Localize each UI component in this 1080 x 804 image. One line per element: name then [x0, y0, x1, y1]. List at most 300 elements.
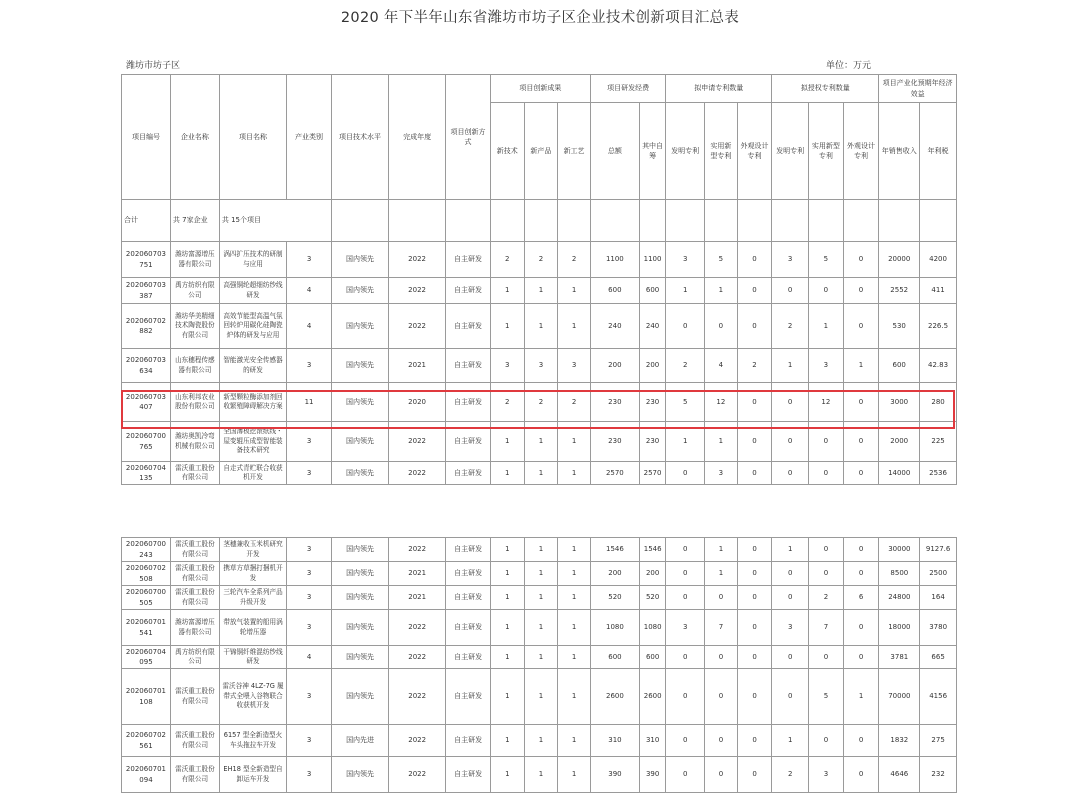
- innovation-method: 自主研发: [446, 610, 491, 646]
- project-id: 202060701541: [122, 610, 171, 646]
- grant-invention: 0: [772, 646, 809, 669]
- project-id: 202060702882: [122, 304, 171, 349]
- tech-level: 国内领先: [331, 304, 388, 349]
- new-product-count: 1: [524, 422, 558, 462]
- annual-sales: 18000: [879, 610, 920, 646]
- header-grant-utility: 实用新型专利: [809, 103, 844, 200]
- apply-design: 0: [737, 462, 772, 485]
- funds-total: 600: [590, 278, 639, 304]
- tech-level: 国内领先: [331, 349, 388, 383]
- grant-utility: 0: [809, 562, 844, 586]
- new-product-count: 2: [524, 242, 558, 278]
- annual-sales: 20000: [879, 242, 920, 278]
- new-product-count: 1: [524, 646, 558, 669]
- apply-utility: 1: [705, 422, 738, 462]
- annual-sales: 8500: [879, 562, 920, 586]
- apply-invention: 3: [666, 242, 705, 278]
- new-tech-count: 1: [491, 757, 525, 793]
- header-method: 项目创新方式: [446, 75, 491, 200]
- funds-self: 240: [639, 304, 666, 349]
- project-id: 202060700505: [122, 586, 171, 610]
- grant-invention: 0: [772, 278, 809, 304]
- tech-level: 国内领先: [332, 646, 389, 669]
- new-tech-count: 2: [490, 383, 524, 422]
- innovation-method: 自主研发: [446, 278, 491, 304]
- summary-table-part-1: [121, 74, 957, 485]
- completion-year: 2022: [389, 757, 446, 793]
- company-name: 禹方纺织有限公司: [170, 278, 219, 304]
- header-apply: 拟申请专利数量: [666, 75, 772, 103]
- new-tech-count: 1: [491, 646, 525, 669]
- apply-invention: 1: [666, 422, 705, 462]
- completion-year: 2022: [389, 278, 446, 304]
- header-tech: 项目技术水平: [331, 75, 388, 200]
- annual-sales: 1832: [879, 725, 920, 757]
- apply-design: 0: [737, 383, 772, 422]
- apply-invention: 1: [666, 278, 705, 304]
- new-product-count: 1: [524, 669, 558, 725]
- industry-category: 3: [287, 562, 332, 586]
- grant-invention: 1: [772, 538, 809, 562]
- project-id: 202060702561: [122, 725, 171, 757]
- funds-total: 1080: [590, 610, 639, 646]
- apply-utility: 4: [705, 349, 738, 383]
- funds-self: 310: [639, 725, 666, 757]
- header-industry: 产业类别: [287, 75, 332, 200]
- funds-total: 200: [590, 562, 639, 586]
- funds-self: 600: [639, 278, 666, 304]
- industry-category: 4: [287, 304, 332, 349]
- apply-invention: 0: [666, 562, 705, 586]
- total-companies: 共 7家企业: [170, 200, 219, 242]
- grant-invention: 1: [772, 725, 809, 757]
- innovation-method: 自主研发: [446, 757, 491, 793]
- annual-tax: 232: [920, 757, 957, 793]
- tech-level: 国内领先: [332, 538, 389, 562]
- apply-invention: 0: [666, 538, 705, 562]
- project-name: 自走式青贮联合收获机开发: [219, 462, 286, 485]
- apply-design: 0: [737, 304, 772, 349]
- project-id: 202060703387: [122, 278, 171, 304]
- grant-invention: 3: [772, 610, 809, 646]
- industry-category: 4: [287, 646, 332, 669]
- annual-tax: 411: [920, 278, 957, 304]
- header-grant: 拟授权专利数量: [772, 75, 879, 103]
- new-tech-count: 1: [491, 538, 525, 562]
- new-tech-count: 1: [491, 725, 525, 757]
- funds-total: 520: [590, 586, 639, 610]
- new-product-count: 1: [524, 304, 558, 349]
- apply-invention: 0: [666, 304, 705, 349]
- new-tech-count: 1: [490, 278, 524, 304]
- new-product-count: 1: [524, 462, 558, 485]
- grant-invention: 2: [772, 757, 809, 793]
- funds-total: 230: [590, 383, 639, 422]
- project-id: 202060703407: [122, 383, 171, 422]
- funds-self: 2600: [639, 669, 666, 725]
- industry-category: 11: [287, 383, 332, 422]
- new-product-count: 1: [524, 278, 558, 304]
- new-process-count: 1: [558, 669, 591, 725]
- innovation-method: 自主研发: [446, 538, 491, 562]
- annual-sales: 600: [879, 349, 920, 383]
- funds-self: 390: [639, 757, 666, 793]
- industry-category: 3: [287, 349, 332, 383]
- annual-tax: 164: [920, 586, 957, 610]
- table-row: [122, 462, 957, 485]
- funds-self: 200: [639, 562, 666, 586]
- table-row: [122, 349, 957, 383]
- apply-utility: 0: [705, 725, 738, 757]
- completion-year: 2021: [389, 349, 446, 383]
- summary-table-part-2: [121, 537, 957, 793]
- apply-design: 0: [737, 610, 772, 646]
- new-tech-count: 3: [490, 349, 524, 383]
- unit-label: 单位：万元: [826, 61, 872, 71]
- apply-invention: 0: [666, 669, 705, 725]
- apply-design: 2: [737, 349, 772, 383]
- grant-invention: 0: [772, 586, 809, 610]
- new-product-count: 1: [524, 586, 558, 610]
- project-name: 6157 型全新造型火车头拖拉车开发: [219, 725, 286, 757]
- apply-invention: 0: [666, 725, 705, 757]
- company-name: 禹方纺织有限公司: [170, 646, 219, 669]
- company-name: 雷沃重工股份有限公司: [170, 757, 219, 793]
- apply-utility: 7: [705, 610, 738, 646]
- grant-invention: 2: [772, 304, 809, 349]
- funds-total: 240: [590, 304, 639, 349]
- apply-utility: 5: [705, 242, 738, 278]
- apply-utility: 0: [705, 304, 738, 349]
- industry-category: 3: [287, 462, 332, 485]
- innovation-method: 自主研发: [446, 383, 491, 422]
- header-apply-utility: 实用新型专利: [705, 103, 738, 200]
- grant-design: 6: [843, 586, 879, 610]
- tech-level: 国内领先: [332, 757, 389, 793]
- apply-design: 0: [737, 422, 772, 462]
- project-id: 202060700243: [122, 538, 171, 562]
- completion-year: 2022: [389, 646, 446, 669]
- project-name: 涡四扩压技术的研制与应用: [219, 242, 286, 278]
- grant-invention: 0: [772, 383, 809, 422]
- apply-invention: 3: [666, 610, 705, 646]
- new-product-count: 1: [524, 757, 558, 793]
- project-name: 茎穗兼收玉米机研究开发: [219, 538, 286, 562]
- header-funds-total: 总额: [590, 103, 639, 200]
- apply-invention: 0: [666, 646, 705, 669]
- completion-year: 2022: [389, 242, 446, 278]
- funds-self: 1546: [639, 538, 666, 562]
- project-id: 202060704095: [122, 646, 171, 669]
- company-name: 潍坊富源增压器有限公司: [170, 610, 219, 646]
- header-project: 项目名称: [219, 75, 286, 200]
- grant-invention: 0: [772, 422, 809, 462]
- funds-self: 200: [639, 349, 666, 383]
- header-grant-design: 外观设计专利: [843, 103, 879, 200]
- grant-design: 0: [843, 242, 879, 278]
- company-name: 雷沃重工股份有限公司: [170, 725, 219, 757]
- tech-level: 国内领先: [332, 669, 389, 725]
- industry-category: 3: [287, 757, 332, 793]
- grant-invention: 0: [772, 562, 809, 586]
- grant-utility: 7: [809, 610, 844, 646]
- grant-utility: 3: [809, 349, 844, 383]
- header-results: 项目创新成果: [490, 75, 590, 103]
- funds-self: 600: [639, 646, 666, 669]
- header-econ: 项目产业化预期年经济效益: [879, 75, 957, 103]
- table-row: [122, 586, 957, 610]
- industry-category: 3: [287, 725, 332, 757]
- apply-design: 0: [737, 757, 772, 793]
- apply-design: 0: [737, 538, 772, 562]
- new-process-count: 1: [558, 610, 591, 646]
- apply-utility: 0: [705, 646, 738, 669]
- industry-category: 4: [287, 278, 332, 304]
- apply-invention: 0: [666, 462, 705, 485]
- completion-year: 2022: [389, 610, 446, 646]
- new-product-count: 1: [524, 538, 558, 562]
- funds-total: 230: [590, 422, 639, 462]
- annual-tax: 9127.6: [920, 538, 957, 562]
- innovation-method: 自主研发: [446, 462, 491, 485]
- apply-invention: 2: [666, 349, 705, 383]
- new-tech-count: 1: [490, 462, 524, 485]
- grant-utility: 0: [809, 278, 844, 304]
- project-name: 干锦铜纤维混纺纱线研发: [219, 646, 286, 669]
- grant-utility: 12: [809, 383, 844, 422]
- new-process-count: 1: [558, 725, 591, 757]
- grant-utility: 0: [809, 646, 844, 669]
- project-id: 202060704135: [122, 462, 171, 485]
- funds-total: 1546: [590, 538, 639, 562]
- grant-design: 0: [843, 757, 879, 793]
- tech-level: 国内先进: [332, 725, 389, 757]
- header-new-tech: 新技术: [490, 103, 524, 200]
- company-name: 山东穗程传感器有限公司: [170, 349, 219, 383]
- annual-tax: 275: [920, 725, 957, 757]
- total-projects: 共 15个项目: [219, 200, 331, 242]
- innovation-method: 自主研发: [446, 586, 491, 610]
- new-tech-count: 1: [491, 669, 525, 725]
- annual-sales: 3000: [879, 383, 920, 422]
- funds-self: 2570: [639, 462, 666, 485]
- table-row: [122, 610, 957, 646]
- header-funds-self: 其中自筹: [639, 103, 666, 200]
- completion-year: 2020: [389, 383, 446, 422]
- apply-design: 0: [737, 669, 772, 725]
- grant-design: 0: [843, 383, 879, 422]
- company-name: 雷沃重工股份有限公司: [170, 538, 219, 562]
- new-product-count: 1: [524, 610, 558, 646]
- apply-design: 0: [737, 586, 772, 610]
- grant-design: 0: [843, 538, 879, 562]
- header-apply-design: 外观设计专利: [737, 103, 772, 200]
- new-product-count: 1: [524, 725, 558, 757]
- funds-total: 2570: [590, 462, 639, 485]
- company-name: 雷沃重工股份有限公司: [170, 669, 219, 725]
- annual-sales: 30000: [879, 538, 920, 562]
- new-process-count: 3: [558, 349, 591, 383]
- annual-tax: 2536: [920, 462, 957, 485]
- table-row: [122, 304, 957, 349]
- table-row: [122, 278, 957, 304]
- annual-tax: 225: [920, 422, 957, 462]
- tech-level: 国内领先: [332, 586, 389, 610]
- apply-utility: 1: [705, 538, 738, 562]
- table-row: [122, 242, 957, 278]
- grant-design: 0: [843, 278, 879, 304]
- innovation-method: 自主研发: [446, 422, 491, 462]
- annual-sales: 14000: [879, 462, 920, 485]
- new-tech-count: 1: [490, 304, 524, 349]
- project-id: 202060701108: [122, 669, 171, 725]
- apply-utility: 0: [705, 586, 738, 610]
- grant-utility: 5: [809, 242, 844, 278]
- completion-year: 2021: [389, 586, 446, 610]
- table-row: [122, 646, 957, 669]
- grant-design: 0: [843, 304, 879, 349]
- completion-year: 2022: [389, 669, 446, 725]
- apply-invention: 0: [666, 586, 705, 610]
- new-tech-count: 1: [491, 610, 525, 646]
- company-name: 潍坊奥凯冷弯机械有限公司: [170, 422, 219, 462]
- apply-design: 0: [737, 278, 772, 304]
- apply-design: 0: [737, 242, 772, 278]
- apply-utility: 3: [705, 462, 738, 485]
- table-row: [122, 562, 957, 586]
- company-name: 雷沃重工股份有限公司: [170, 562, 219, 586]
- project-name: 智能激光安全传感器的研发: [219, 349, 286, 383]
- annual-tax: 280: [920, 383, 957, 422]
- funds-self: 1100: [639, 242, 666, 278]
- project-name: 高强铜纶超细纺纱线研发: [219, 278, 286, 304]
- apply-design: 0: [737, 646, 772, 669]
- header-annual-tax: 年利税: [920, 103, 957, 200]
- project-name: 携草方草捆打捆机开发: [219, 562, 286, 586]
- project-name: 三轮汽车全系列产品升级开发: [219, 586, 286, 610]
- new-process-count: 1: [558, 646, 591, 669]
- grant-utility: 0: [809, 725, 844, 757]
- tech-level: 国内领先: [331, 242, 388, 278]
- funds-total: 310: [590, 725, 639, 757]
- funds-self: 1080: [639, 610, 666, 646]
- grant-utility: 3: [809, 757, 844, 793]
- tech-level: 国内领先: [332, 610, 389, 646]
- header-new-product: 新产品: [524, 103, 558, 200]
- grant-design: 0: [843, 422, 879, 462]
- grant-invention: 0: [772, 669, 809, 725]
- grant-design: 0: [843, 562, 879, 586]
- annual-sales: 2552: [879, 278, 920, 304]
- project-id: 202060700765: [122, 422, 171, 462]
- new-process-count: 1: [558, 278, 591, 304]
- grant-design: 0: [843, 610, 879, 646]
- apply-invention: 0: [666, 757, 705, 793]
- industry-category: 3: [287, 422, 332, 462]
- innovation-method: 自主研发: [446, 669, 491, 725]
- header-funds: 项目研发经费: [590, 75, 665, 103]
- funds-total: 1100: [590, 242, 639, 278]
- new-process-count: 1: [558, 562, 591, 586]
- annual-tax: 4156: [920, 669, 957, 725]
- header-annual-sales: 年销售收入: [879, 103, 920, 200]
- funds-self: 230: [639, 422, 666, 462]
- apply-design: 0: [737, 562, 772, 586]
- table-row: [122, 757, 957, 793]
- apply-utility: 12: [705, 383, 738, 422]
- new-product-count: 1: [524, 562, 558, 586]
- grant-design: 1: [843, 349, 879, 383]
- new-tech-count: 2: [490, 242, 524, 278]
- header-apply-invention: 发明专利: [666, 103, 705, 200]
- project-name: 雷沃谷神 4LZ-7G 履带式全喂入谷物联合收获机开发: [219, 669, 286, 725]
- industry-category: 3: [287, 610, 332, 646]
- table-row: [122, 383, 957, 422]
- apply-design: 0: [737, 725, 772, 757]
- annual-sales: 4646: [879, 757, 920, 793]
- innovation-method: 自主研发: [446, 349, 491, 383]
- funds-total: 200: [590, 349, 639, 383]
- annual-sales: 70000: [879, 669, 920, 725]
- company-name: 潍坊富源增压器有限公司: [170, 242, 219, 278]
- tech-level: 国内领先: [331, 278, 388, 304]
- project-name: 新型颗粒酶添加剂回收繁殖障碍解决方案: [219, 383, 286, 422]
- project-id: 202060702508: [122, 562, 171, 586]
- apply-utility: 1: [705, 562, 738, 586]
- page-title: 2020 年下半年山东省潍坊市坊子区企业技术创新项目汇总表: [340, 10, 740, 26]
- project-name: 全国薄板挖滚纸线・屋变辊压成型智能装备技术研究: [219, 422, 286, 462]
- new-process-count: 1: [558, 462, 591, 485]
- header-company: 企业名称: [170, 75, 219, 200]
- project-name: EH18 型全新造型自卸运车开发: [219, 757, 286, 793]
- grant-design: 0: [843, 646, 879, 669]
- tech-level: 国内领先: [331, 383, 388, 422]
- new-process-count: 1: [558, 422, 591, 462]
- industry-category: 3: [287, 586, 332, 610]
- completion-year: 2022: [389, 725, 446, 757]
- apply-utility: 1: [705, 278, 738, 304]
- header-year: 完成年度: [389, 75, 446, 200]
- new-process-count: 1: [558, 757, 591, 793]
- tech-level: 国内领先: [332, 562, 389, 586]
- industry-category: 3: [287, 669, 332, 725]
- annual-tax: 42.83: [920, 349, 957, 383]
- new-process-count: 1: [558, 538, 591, 562]
- new-process-count: 2: [558, 242, 591, 278]
- table-row: [122, 725, 957, 757]
- completion-year: 2021: [389, 562, 446, 586]
- new-process-count: 1: [558, 586, 591, 610]
- header-id: 项目编号: [122, 75, 171, 200]
- grant-invention: 1: [772, 349, 809, 383]
- header-grant-invention: 发明专利: [772, 103, 809, 200]
- annual-sales: 24800: [879, 586, 920, 610]
- table-row: [122, 538, 957, 562]
- annual-sales: 530: [879, 304, 920, 349]
- industry-category: 3: [287, 538, 332, 562]
- company-name: 雷沃重工股份有限公司: [170, 586, 219, 610]
- funds-self: 520: [639, 586, 666, 610]
- innovation-method: 自主研发: [446, 562, 491, 586]
- industry-category: 3: [287, 242, 332, 278]
- grant-utility: 0: [809, 422, 844, 462]
- company-name: 潍坊华美精细技术陶瓷股份有限公司: [170, 304, 219, 349]
- grant-utility: 1: [809, 304, 844, 349]
- apply-utility: 0: [705, 757, 738, 793]
- completion-year: 2022: [389, 538, 446, 562]
- new-product-count: 2: [524, 383, 558, 422]
- innovation-method: 自主研发: [446, 304, 491, 349]
